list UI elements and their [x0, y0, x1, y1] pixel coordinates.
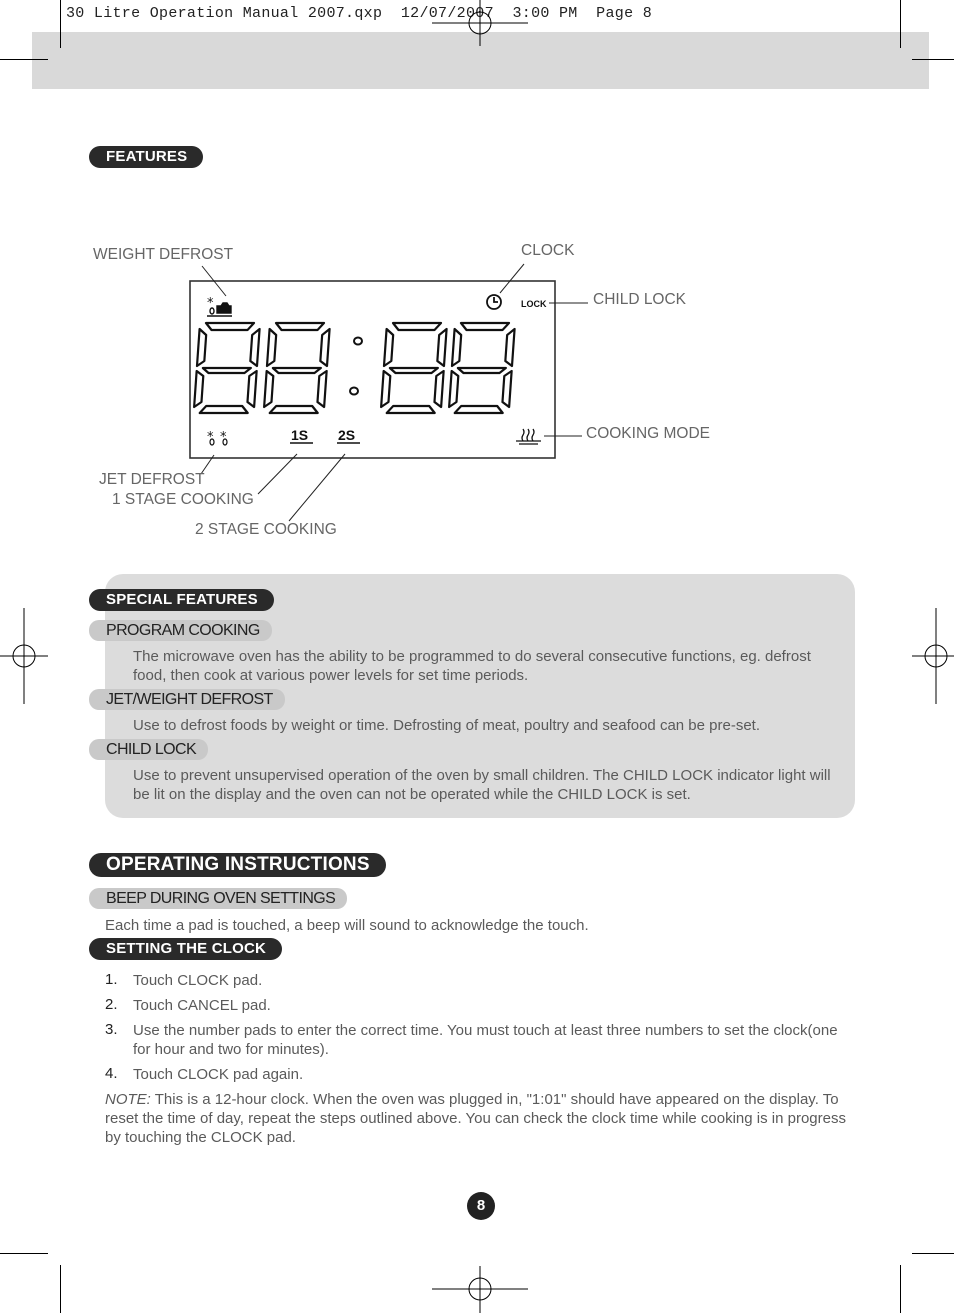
step-text: Touch CLOCK pad again.	[133, 1066, 304, 1083]
setting-clock-heading: SETTING THE CLOCK	[89, 938, 282, 960]
step-number: 3.	[105, 1021, 118, 1038]
child-lock-subheading: CHILD LOCK	[89, 739, 208, 760]
label-weight-defrost: WEIGHT DEFROST	[93, 246, 234, 263]
operating-instructions-heading: OPERATING INSTRUCTIONS	[89, 853, 386, 877]
stage1-indicator: 1S	[291, 427, 309, 443]
step-number: 1.	[105, 971, 118, 988]
svg-text:*: *	[207, 430, 214, 445]
page-number: 8	[467, 1192, 495, 1220]
features-heading: FEATURES	[89, 146, 203, 168]
program-cooking-text: The microwave oven has the ability to be programmed to do several consecutive functions, eg. defrost food, then cook at various power levels for set time periods.	[133, 648, 811, 684]
step-text: Use the number pads to enter the correct time. You must touch at least three numbers to set the clock(one for hour and two for minutes).	[133, 1022, 838, 1058]
jet-weight-defrost-subheading: JET/WEIGHT DEFROST	[89, 689, 285, 710]
colon-dot-bottom	[350, 388, 358, 395]
lock-indicator: LOCK	[521, 299, 547, 309]
beep-text: Each time a pad is touched, a beep will sound to acknowledge the touch.	[105, 917, 589, 934]
svg-text:*: *	[207, 296, 214, 311]
label-cooking-mode: COOKING MODE	[586, 425, 711, 442]
label-2-stage-cooking: 2 STAGE COOKING	[195, 521, 337, 538]
colon-dot-top	[354, 338, 362, 345]
child-lock-text: Use to prevent unsupervised operation of the oven by small children. The CHILD LOCK indicator light will be lit on the display and the oven can not be operated while the CHILD LOCK is set.	[133, 767, 831, 803]
label-1-stage-cooking: 1 STAGE COOKING	[112, 491, 254, 508]
step-number: 2.	[105, 996, 118, 1013]
jet-weight-defrost-text: Use to defrost foods by weight or time. Defrosting of meat, poultry and seafood can be pre-set.	[133, 717, 760, 734]
label-jet-defrost: JET DEFROST	[99, 471, 205, 488]
step-number: 4.	[105, 1065, 118, 1082]
program-cooking-subheading: PROGRAM COOKING	[89, 620, 272, 641]
label-child-lock: CHILD LOCK	[593, 291, 687, 308]
step-text: Touch CANCEL pad.	[133, 997, 271, 1014]
svg-text:*: *	[220, 430, 227, 445]
note-label: NOTE:	[105, 1091, 151, 1108]
beep-subheading: BEEP DURING OVEN SETTINGS	[89, 888, 347, 909]
step-text: Touch CLOCK pad.	[133, 972, 263, 989]
special-features-heading: SPECIAL FEATURES	[89, 589, 274, 611]
note-text: This is a 12-hour clock. When the oven was plugged in, "1:01" should have appeared on the display. To reset the time of day, repeat the steps outlined above. You can check the clock time while cooking is in progress by touching the CLOCK pad.	[105, 1091, 846, 1146]
clock-note	[105, 1090, 857, 1147]
label-clock: CLOCK	[521, 242, 575, 259]
print-header: 30 Litre Operation Manual 2007.qxp 12/07/2007 3:00 PM Page 8	[66, 5, 652, 22]
stage2-indicator: 2S	[338, 427, 356, 443]
